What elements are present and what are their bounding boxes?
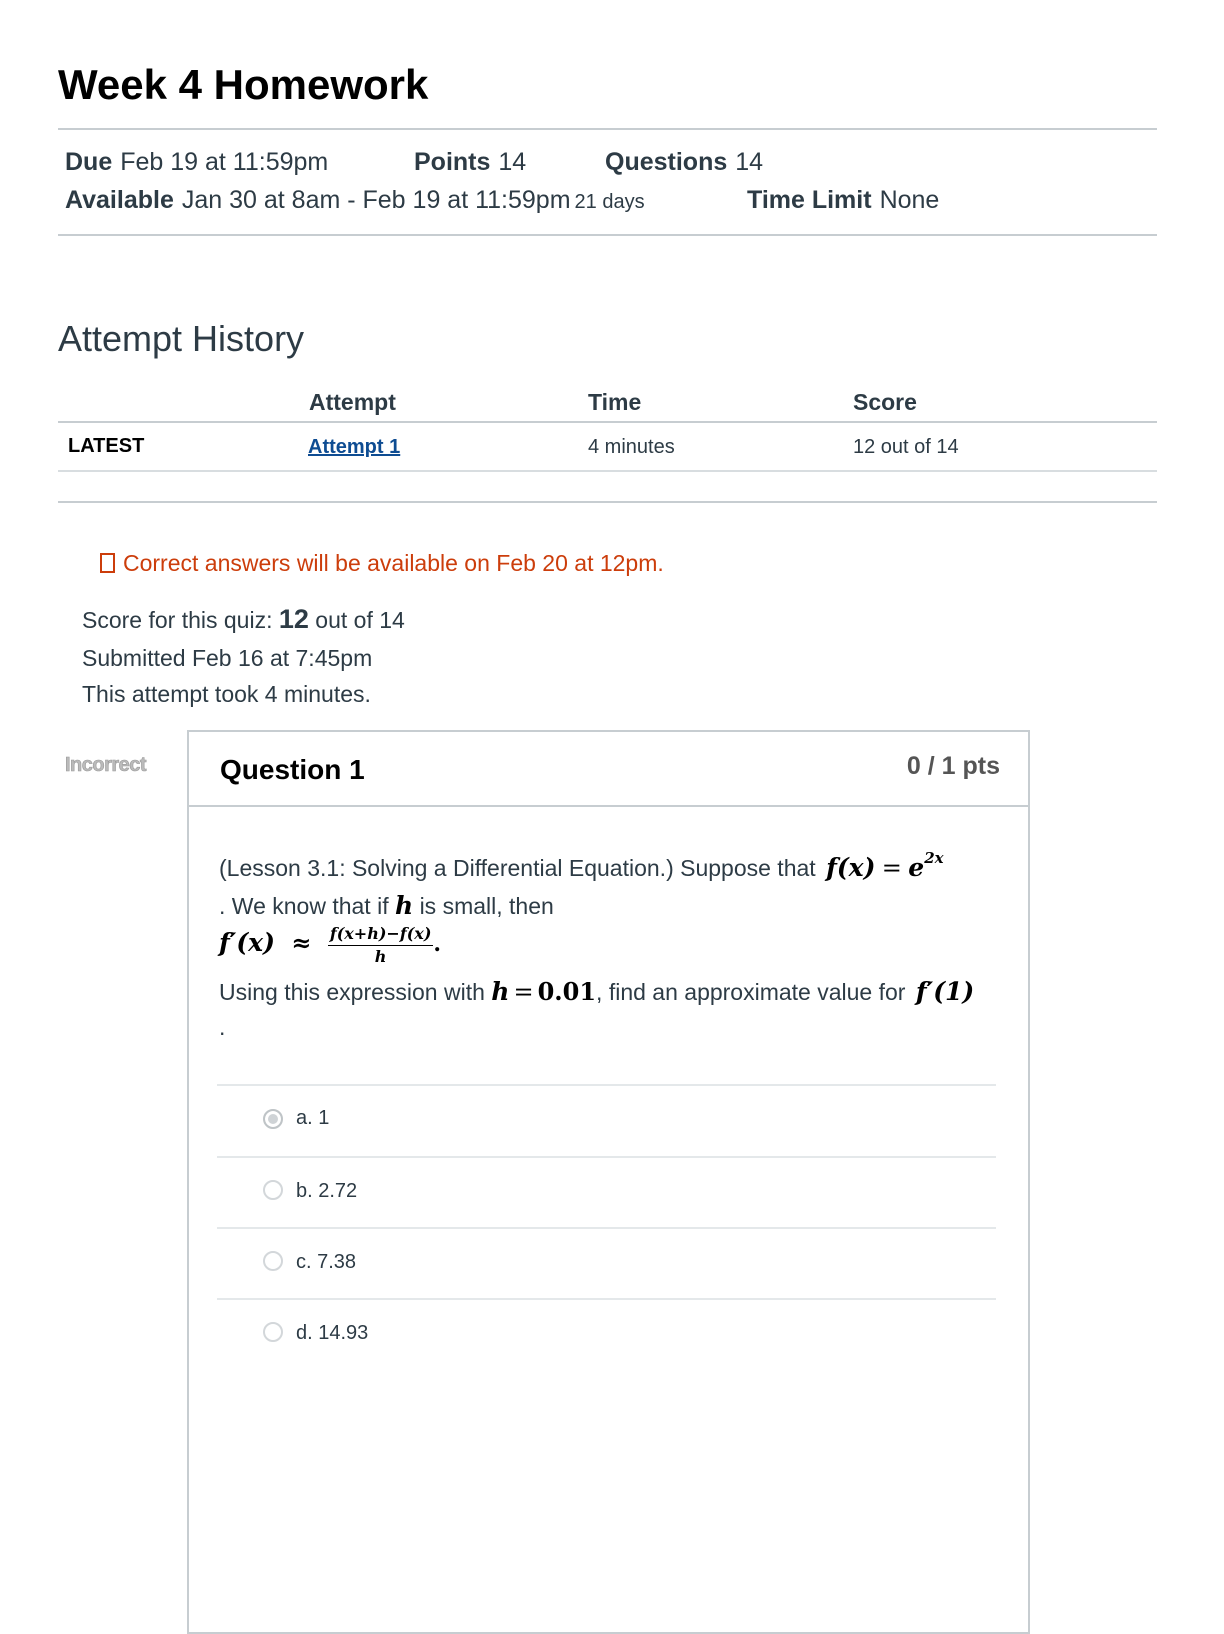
question-text-2: . We know that if (219, 893, 389, 919)
score-suffix: out of 14 (315, 607, 405, 633)
submitted-text: Submitted Feb 16 at 7:45pm (82, 645, 373, 671)
derivative-formula (219, 924, 441, 966)
due-detail (65, 148, 328, 177)
score-prefix: Score for this quiz: (82, 607, 273, 633)
math-value: 0.01 (537, 977, 597, 1006)
answer-d-label: d. 14.93 (296, 1322, 369, 1344)
math-equals-2: = (513, 978, 534, 1006)
questions-detail (605, 148, 763, 177)
answer-divider (217, 1227, 996, 1229)
table-header-divider (58, 421, 1157, 423)
questions-label: Questions (605, 148, 728, 176)
math-exp-base: e (908, 853, 925, 882)
due-label: Due (65, 148, 113, 176)
difference-quotient (328, 924, 434, 966)
question-text-end: . (219, 1014, 226, 1040)
attempt-time: 4 minutes (588, 436, 675, 458)
math-period: . (433, 931, 442, 958)
questions-value: 14 (735, 148, 764, 176)
warning-icon (100, 553, 115, 573)
available-days: 21 days (574, 191, 645, 213)
math-fx: f(x) (826, 853, 876, 882)
column-header-attempt: Attempt (309, 389, 396, 415)
fraction-denominator: h (374, 947, 387, 966)
attempt-1-link[interactable]: Attempt 1 (308, 436, 401, 458)
due-value: Feb 19 at 11:59pm (120, 148, 329, 176)
math-equals: = (881, 854, 902, 882)
divider (58, 501, 1157, 503)
available-label: Available (65, 186, 174, 214)
answer-divider (217, 1156, 996, 1158)
question-points: 0 / 1 pts (906, 752, 1000, 780)
question-text-line-1 (219, 849, 944, 882)
math-exp-power: 2x (924, 849, 944, 868)
column-header-time: Time (588, 389, 642, 415)
time-limit-label: Time Limit (747, 186, 872, 214)
math-fprime-x: f′(x) (219, 928, 275, 958)
answer-c-label: c. 7.38 (296, 1251, 357, 1273)
points-label: Points (414, 148, 491, 176)
question-title: Question 1 (220, 754, 365, 785)
answer-divider (217, 1298, 996, 1300)
question-text-3: is small, then (419, 893, 554, 919)
answer-c-radio[interactable] (263, 1251, 283, 1271)
page-title: Week 4 Homework (58, 61, 429, 108)
math-h: h (394, 891, 414, 920)
attempt-score: 12 out of 14 (853, 436, 959, 458)
math-approx: ≈ (291, 928, 312, 958)
divider (58, 234, 1157, 236)
points-value: 14 (498, 148, 527, 176)
available-detail (65, 186, 645, 215)
score-value: 12 (278, 604, 309, 634)
question-text-line-2 (219, 891, 554, 920)
answer-b-label: b. 2.72 (296, 1180, 358, 1202)
math-h-2: h (491, 977, 510, 1006)
question-text-line-4 (219, 977, 974, 1006)
latest-tag: LATEST (68, 435, 145, 457)
quiz-score (82, 604, 405, 635)
available-value: Jan 30 at 8am - Feb 19 at 11:59pm (181, 186, 571, 214)
question-intro: (Lesson 3.1: Solving a Differential Equation.) Suppose that (219, 855, 816, 881)
points-detail (414, 148, 526, 177)
fraction-numerator: f(x+h)−f(x) (328, 924, 434, 946)
question-header (189, 732, 1028, 807)
time-limit-detail (747, 186, 939, 215)
incorrect-badge: Incorrect (65, 754, 147, 776)
math-fprime-1: f′(1) (915, 977, 975, 1006)
column-header-score: Score (853, 389, 917, 415)
answer-b-radio[interactable] (263, 1180, 283, 1200)
answer-a-label: a. 1 (296, 1107, 330, 1129)
divider (58, 128, 1157, 130)
table-row-divider (58, 470, 1157, 472)
correct-answers-notice (100, 550, 664, 577)
notice-text: Correct answers will be available on Feb 20 at 12pm. (123, 550, 664, 576)
answer-d-radio[interactable] (263, 1322, 283, 1342)
duration-text: This attempt took 4 minutes. (82, 681, 371, 707)
attempt-history-heading: Attempt History (58, 318, 305, 359)
question-text-4: Using this expression with (219, 979, 485, 1005)
time-limit-value: None (879, 186, 940, 214)
question-text-5: , find an approximate value for (596, 979, 906, 1005)
answer-a-radio[interactable] (263, 1109, 283, 1129)
answer-divider (217, 1084, 996, 1086)
